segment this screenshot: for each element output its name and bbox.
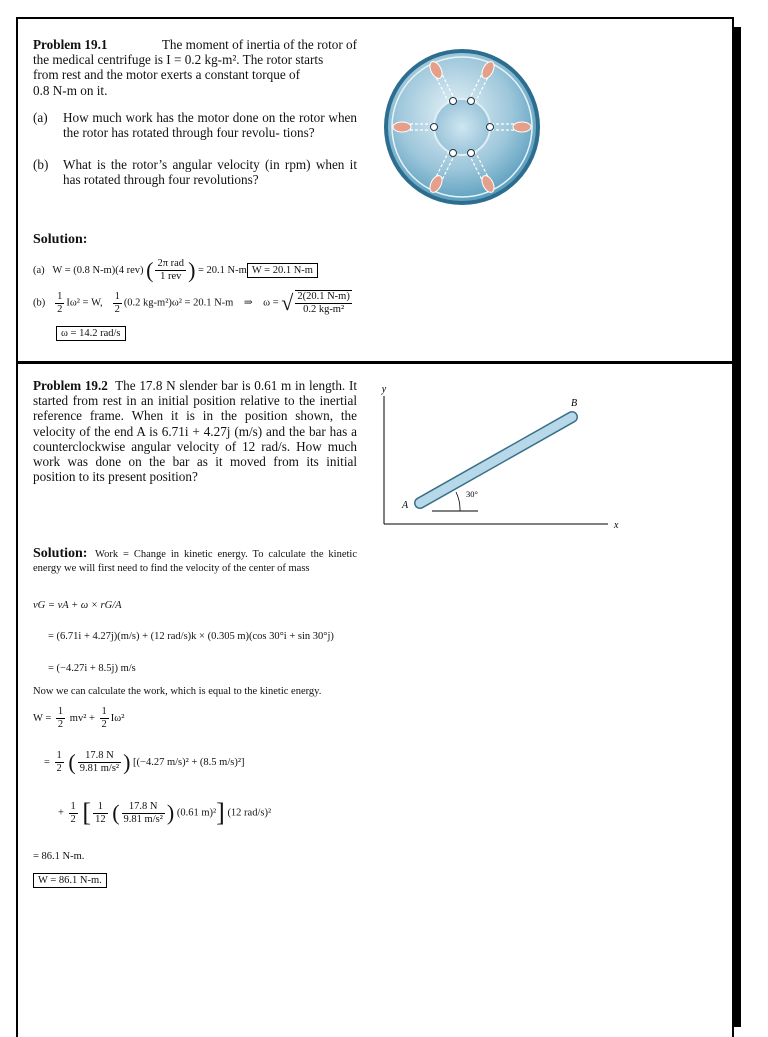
line3-plus: +	[58, 807, 64, 819]
velocity-eq-1: vG = vA + ω × rG/A	[33, 600, 122, 611]
question-a-text: How much work has the motor done on the rotor when the rotor has rotated through four revolu- tions?	[63, 110, 357, 141]
question-a	[33, 110, 357, 158]
work-result: = 86.1 N-m.	[33, 851, 85, 862]
solution-b-eq1: Iω² = W,	[66, 297, 103, 309]
problem-19-2-statement	[33, 378, 357, 484]
half-1-den: 2	[57, 303, 63, 315]
half-2-num: 1	[114, 290, 120, 302]
work-iw: Iω²	[110, 712, 125, 724]
line3-omega: (12 rad/s)²	[227, 807, 272, 819]
half-fraction-1	[55, 291, 64, 316]
paren-left: (	[146, 257, 154, 283]
point-a-label: A	[402, 500, 409, 511]
line2-half	[55, 750, 64, 775]
work-line-3	[58, 800, 271, 826]
p1-line3: from rest and the motor exerts a constant torque of	[33, 67, 300, 83]
line2-mass-num: 17.8 N	[78, 750, 121, 763]
line3-mass-den: 9.81 m/s²	[123, 813, 163, 825]
y-axis-label: y	[381, 384, 387, 395]
solution-a-eq2: = 20.1 N-m	[198, 264, 247, 276]
line2-rest: [(−4.27 m/s)² + (8.5 m/s)²]	[133, 756, 245, 768]
velocity-eq-3: = (−4.27i + 8.5j) m/s	[48, 663, 136, 674]
question-b	[33, 157, 357, 189]
line2-mass-den: 9.81 m/s²	[79, 763, 120, 774]
paren-right: )	[188, 257, 196, 283]
solution-19-2-heading: Solution:	[33, 546, 88, 561]
line3-bracket-left: [	[82, 798, 92, 827]
line3-half-den: 2	[70, 813, 76, 825]
solution-a-eq1: W = (0.8 N-m)(4 rev)	[52, 264, 144, 276]
sqrt-fraction	[295, 290, 352, 316]
work-lhs: W =	[33, 712, 52, 724]
answer-box-b: ω = 14.2 rad/s	[56, 326, 126, 341]
solution-b-label: (b)	[33, 297, 46, 309]
work-half-1	[56, 706, 65, 731]
section-divider	[16, 361, 734, 364]
line3-mass-num: 17.8 N	[122, 801, 165, 814]
line3-half	[69, 801, 78, 826]
work-half-2-den: 2	[101, 719, 107, 730]
now-text: Now we can calculate the work, which is equal to the kinetic energy.	[33, 686, 322, 697]
p1-line4: 0.8 N-m on it.	[33, 82, 108, 98]
rev-fraction-den: 1 rev	[160, 271, 182, 282]
solution-b	[33, 290, 354, 316]
p1-line2: the medical centrifuge is I = 0.2 kg-m². The rotor starts	[33, 52, 324, 68]
solution-19-2-intro	[33, 548, 357, 576]
divider-shadow	[734, 361, 741, 364]
solution-19-1-heading: Solution:	[33, 232, 88, 247]
solution-b-eq3: ω =	[263, 297, 279, 309]
sqrt-icon: √	[281, 290, 294, 315]
question-b-label: (b)	[33, 157, 49, 172]
line3-half-num: 1	[70, 800, 76, 812]
line3-bracket-right: ]	[216, 798, 225, 827]
x-axis-label: x	[614, 520, 619, 531]
problem-19-1-title: Problem 19.1	[33, 37, 108, 52]
bar-body	[420, 417, 572, 503]
line3-length: (0.61 m)²	[176, 807, 217, 819]
line3-twelfth-num: 1	[93, 801, 108, 814]
work-half-1-num: 1	[57, 706, 64, 717]
frame-shadow	[734, 27, 741, 1027]
implies-arrow-icon: ⇒	[243, 297, 253, 309]
line2-paren-right: )	[123, 749, 131, 775]
rev-fraction	[155, 258, 186, 283]
solution-19-2-intro-text: Work = Change in kinetic energy. To calculate the kinetic energy we will first need to find the velocity of the center of mass	[33, 549, 357, 574]
solution-a	[33, 258, 318, 283]
sqrt-num: 2(20.1 N-m)	[297, 291, 350, 302]
point-b-label: B	[571, 398, 578, 409]
work-mv: mv² +	[69, 712, 95, 724]
question-b-text: What is the rotor’s angular velocity (in rpm) when it has rotated through four revolutions?	[63, 157, 357, 188]
answer-box-a: W = 20.1 N-m	[247, 263, 318, 278]
answer-box-19-2: W = 86.1 N-m.	[33, 873, 107, 888]
work-line-2	[44, 750, 245, 775]
line3-twelfth	[93, 801, 108, 826]
solution-a-label: (a)	[33, 264, 45, 276]
velocity-eq-2: = (6.71i + 4.27j)(m/s) + (12 rad/s)k × (0.305 m)(cos 30°i + sin 30°j)	[48, 631, 334, 642]
problem-19-1-statement	[33, 37, 357, 98]
work-half-1-den: 2	[57, 719, 64, 730]
line3-mass	[122, 801, 165, 826]
problem-19-2-text: The 17.8 N slender bar is 0.61 m in length. It started from rest in an initial position relative to the inertial reference frame. When it is in the position shown, the velocity of the end A is 6.71i + 4.27j (m/s) and the bar has a counterclockwise angular velocity of 12 rad/s. How much work was done on the bar as it moved from its initial position to its present position?	[33, 378, 358, 485]
line2-mass	[78, 750, 121, 775]
half-2-den: 2	[114, 303, 120, 315]
work-equation	[33, 706, 124, 731]
work-half-2	[100, 706, 109, 731]
centrifuge-figure	[383, 37, 541, 219]
work-half-2-num: 1	[101, 706, 107, 717]
rev-fraction-num: 2π rad	[157, 258, 185, 269]
line2-paren-left: (	[68, 749, 76, 775]
half-fraction-2	[113, 291, 122, 316]
line3-twelfth-den: 12	[95, 813, 106, 825]
line3-paren-right: )	[166, 800, 175, 825]
line2-equals: =	[44, 756, 50, 768]
line2-half-num: 1	[56, 750, 62, 761]
angle-arc	[456, 492, 460, 511]
problem-19-2-title: Problem 19.2	[33, 378, 108, 393]
p1-line1: The moment of inertia of the rotor of	[161, 37, 357, 52]
angle-label: 30°	[466, 489, 478, 499]
half-1-num: 1	[57, 290, 63, 302]
slender-bar-figure	[378, 382, 628, 532]
answer-19-2	[33, 875, 107, 886]
line3-paren-left: (	[112, 800, 120, 825]
line2-half-den: 2	[56, 763, 62, 774]
answer-b	[56, 328, 126, 339]
solution-b-eq2: (0.2 kg-m²)ω² = 20.1 N-m	[123, 297, 234, 309]
sqrt-den: 0.2 kg-m²	[303, 304, 345, 315]
question-a-label: (a)	[33, 110, 48, 125]
